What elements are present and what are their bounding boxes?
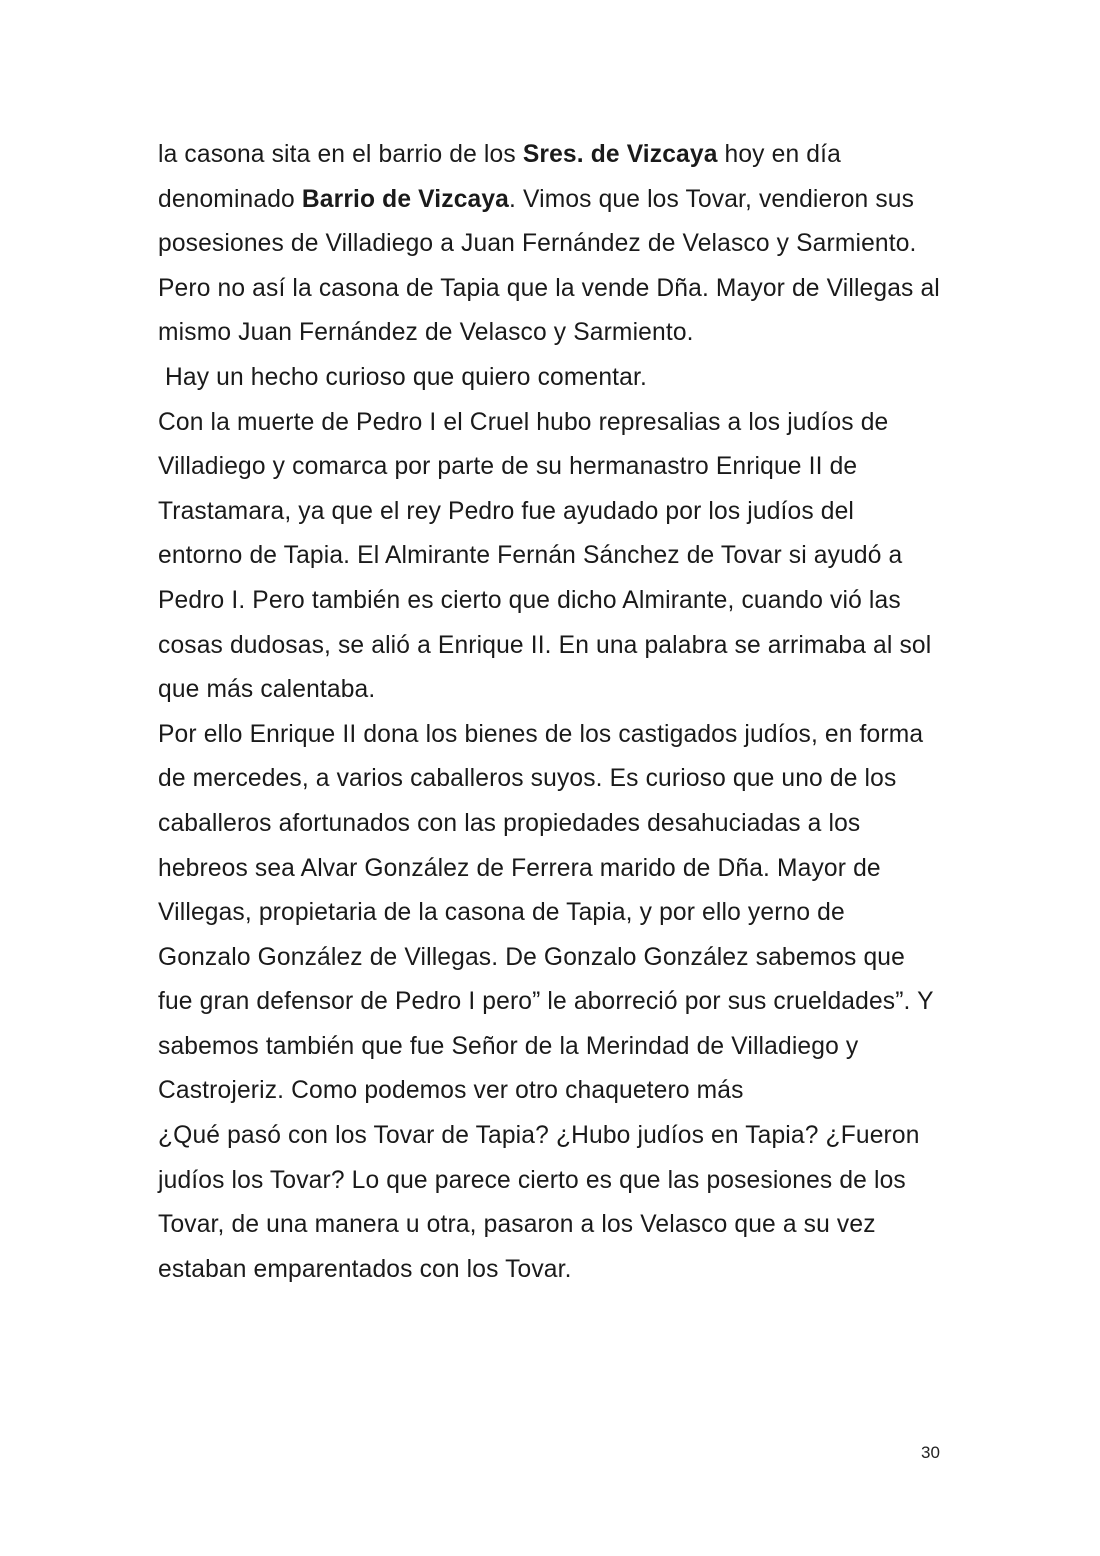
paragraph-enrique-dona: Por ello Enrique II dona los bienes de los castigados judíos, en forma de mercedes, a varios caballeros suyos. Es curioso que uno de los caballeros afortunados con las propiedades desahuciadas a los hebreos sea Alvar González de Ferrera marido de Dña. Mayor de Villegas, propietaria de la casona de Tapia, y por ello yerno de Gonzalo González de Villegas. De Gonzalo González sabemos que fue gran defensor de Pedro I pero” le aborreció por sus crueldades”. Y sabemos también que fue Señor de la Merindad de Villadiego y Castrojeriz. Como podemos ver otro chaquetero más xyxy=(158,720,934,1105)
paragraph-text-segment: hoy en día denominado xyxy=(158,141,841,213)
paragraph-text-segment: la casona sita en el barrio de los xyxy=(158,141,523,168)
paragraph-tovar-tapia: ¿Qué pasó con los Tovar de Tapia? ¿Hubo judíos en Tapia? ¿Fueron judíos los Tovar? Lo que parece cierto es que las posesiones de los Tovar, de una manera u otra, pasaron a los Velasco que a su vez estaban emparentados con los Tovar. xyxy=(158,1122,920,1283)
paragraph-text-segment: . Vimos que los Tovar, vendieron sus posesiones de Villadiego a Juan Fernández de Velasco y Sarmiento. Pero no así la casona de Tapia que la vende Dña. Mayor de Villegas al mismo Juan Fernández de Velasco y Sarmiento. xyxy=(158,185,940,347)
bold-term-sres-vizcaya: Sres. de Vizcaya xyxy=(522,141,718,168)
bold-term-barrio-vizcaya: Barrio de Vizcaya xyxy=(301,185,510,213)
paragraph-casona xyxy=(158,133,940,356)
body-text xyxy=(158,133,940,1292)
page-number: 30 xyxy=(921,1443,940,1462)
paragraph-pedro-cruel: Con la muerte de Pedro I el Cruel hubo represalias a los judíos de Villadiego y comarca por parte de su hermanastro Enrique II de Trastamara, ya que el rey Pedro fue ayudado por los judíos del entorno de Tapia. El Almirante Fernán Sánchez de Tovar si ayudó a Pedro I. Pero también es cierto que dicho Almirante, cuando vió las cosas dudosas, se alió a Enrique II. En una palabra se arrimaba al sol que más calentaba. xyxy=(158,408,932,704)
paragraph-hecho-curioso: Hay un hecho curioso que quiero comentar. xyxy=(165,363,647,391)
